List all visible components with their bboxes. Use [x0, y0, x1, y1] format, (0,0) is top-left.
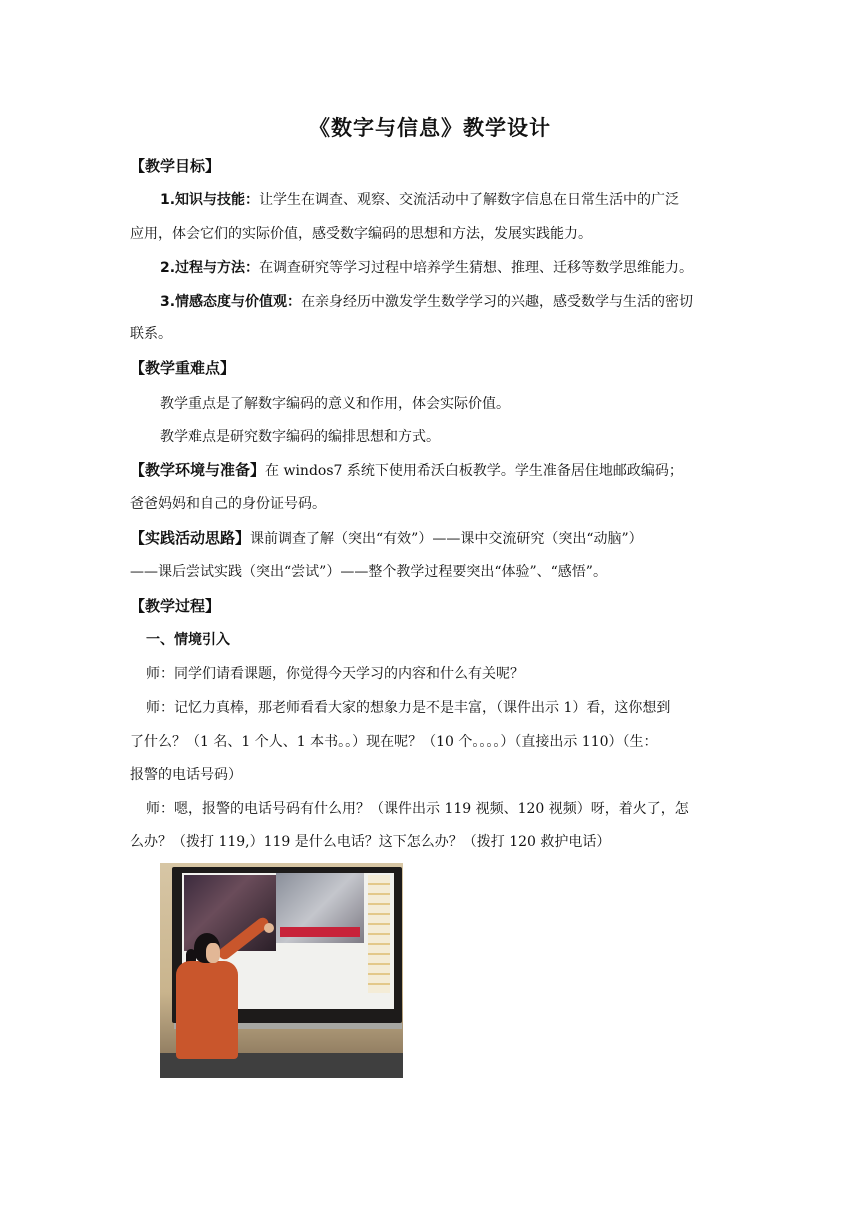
paragraph-2-line-1: 师：记忆力真棒，那老师看看大家的想象力是不是丰富，（课件出示 1）看，这你想到 — [146, 700, 671, 716]
difficult-point-line: 教学难点是研究数字编码的编排思想和方式。 — [160, 429, 440, 445]
section-heading-teaching-goals: 【教学目标】 — [130, 157, 221, 175]
goal-1-label: 1.知识与技能： — [160, 192, 260, 208]
goal-3-label: 3.情感态度与价值观： — [160, 294, 302, 310]
document-title: 《数字与信息》教学设计 — [309, 116, 551, 140]
goal-1-text: 让学生在调查、观察、交流活动中了解数字信息在日常生活中的广泛 — [259, 192, 680, 208]
screen-red-banner — [280, 927, 360, 937]
paragraph-2-line-2: 了什么？（1 名、1 个人、1 本书。。）现在呢？（10 个。。。。）（直接出示 110）（生： — [130, 734, 658, 750]
teacher-body — [176, 961, 238, 1059]
activity-text: 课前调查了解（突出“有效”）——课中交流研究（突出“动脑”） — [250, 531, 643, 547]
goal-1-line-2: 应用，体会它们的实际价值，感受数字编码的思想和方法，发展实践能力。 — [130, 226, 592, 242]
section-heading-activity-plan: 【实践活动思路】 — [130, 529, 251, 547]
paragraph-3-line-1: 师：嗯，报警的电话号码有什么用？（课件出示 119 视频、120 视频）呀，着火了，怎 — [146, 801, 689, 817]
subheading-introduction: 一、情境引入 — [146, 632, 230, 648]
paragraph-3-line-2: 么办？（拨打 119,）119 是什么电话？这下怎么办？（拨打 120 救护电话） — [130, 834, 611, 850]
goal-2-label: 2.过程与方法： — [160, 260, 260, 276]
key-point-line: 教学重点是了解数字编码的意义和作用，体会实际价值。 — [160, 396, 510, 412]
goal-3-text: 在亲身经历中激发学生数学学习的兴趣，感受数学与生活的密切 — [301, 294, 694, 310]
section-heading-environment: 【教学环境与准备】 — [130, 461, 266, 479]
goal-1-line-1 — [160, 190, 770, 210]
goal-2-text: 在调查研究等学习过程中培养学生猜想、推理、迁移等数学思维能力。 — [259, 260, 694, 276]
paragraph-2-line-3: 报警的电话号码） — [130, 767, 242, 783]
teacher-face — [206, 943, 220, 963]
paragraph-1: 师：同学们请看课题，你觉得今天学习的内容和什么有关呢？ — [146, 666, 524, 682]
teacher-hand — [264, 923, 274, 933]
goal-2-line — [160, 258, 770, 278]
activity-line-1 — [130, 528, 740, 549]
environment-line-1 — [130, 460, 740, 481]
environment-text: 在 windos7 系统下使用希沃白板教学。学生准备居住地邮政编码； — [265, 463, 683, 479]
environment-line-2: 爸爸妈妈和自己的身份证号码。 — [130, 496, 326, 512]
goal-3-line-2: 联系。 — [130, 326, 172, 342]
classroom-photo — [160, 863, 403, 1078]
screen-toolbar — [368, 875, 390, 993]
goal-3-line-1 — [160, 292, 770, 312]
section-heading-key-points: 【教学重难点】 — [130, 359, 236, 377]
section-heading-process: 【教学过程】 — [130, 597, 221, 615]
activity-line-2: ——课后尝试实践（突出“尝试”）——整个教学过程要突出“体验”、“感悟”。 — [130, 564, 607, 580]
